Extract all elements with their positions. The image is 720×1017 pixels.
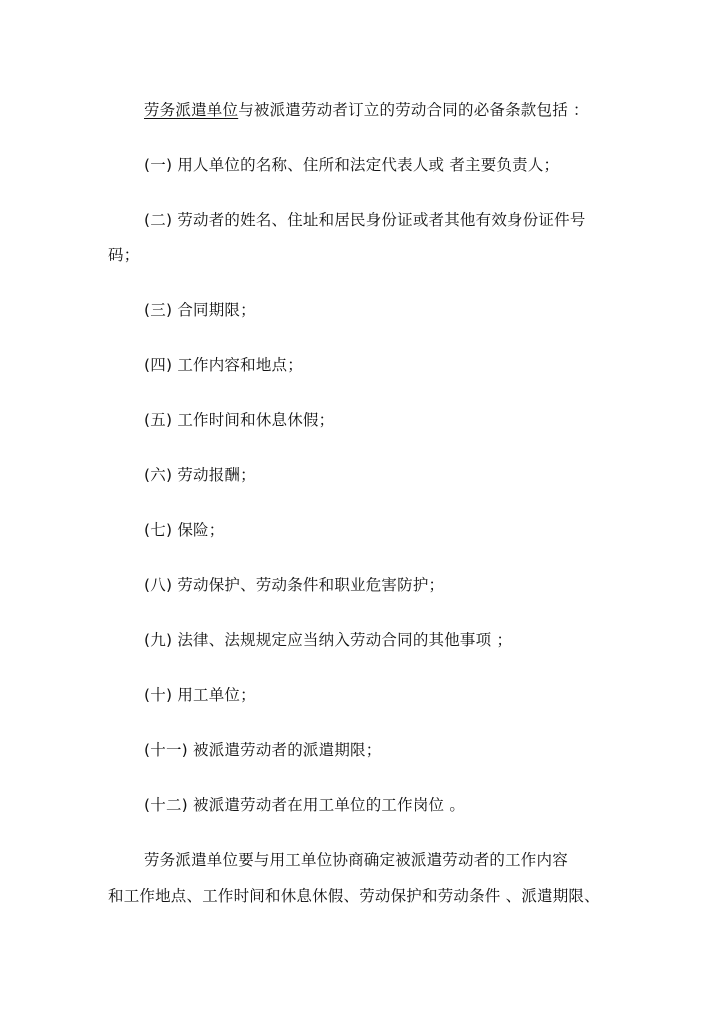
intro-underlined-term: 劳务派遣单位 xyxy=(144,101,239,119)
intro-text: 与被派遣劳动者订立的劳动合同的必备条款包括 ： xyxy=(238,101,589,119)
clause-item-12: (十二) 被派遣劳动者在用工单位的工作岗位 。 xyxy=(144,796,466,814)
closing-paragraph-line-1: 劳务派遣单位要与用工单位协商确定被派遣劳动者的工作内容 xyxy=(144,851,568,869)
clause-item-2-continuation: 码； xyxy=(108,246,140,264)
clause-item-10: (十) 用工单位； xyxy=(144,686,256,704)
clause-item-2: (二) 劳动者的姓名、住址和居民身份证或者其他有效身份证件号 xyxy=(144,211,586,229)
clause-item-9: (九) 法律、法规规定应当纳入劳动合同的其他事项 ； xyxy=(144,631,513,649)
intro-paragraph xyxy=(144,100,589,120)
clause-item-3: (三) 合同期限； xyxy=(144,301,256,319)
clause-item-8: (八) 劳动保护、劳动条件和职业危害防护； xyxy=(144,576,445,594)
clause-item-4: (四) 工作内容和地点； xyxy=(144,356,303,374)
clause-item-6: (六) 劳动报酬； xyxy=(144,466,256,484)
clause-item-7: (七) 保险； xyxy=(144,521,225,539)
clause-item-1: (一) 用人单位的名称、住所和法定代表人或 者主要负责人； xyxy=(144,156,560,174)
clause-item-11: (十一) 被派遣劳动者的派遣期限； xyxy=(144,741,382,759)
clause-item-5: (五) 工作时间和休息休假； xyxy=(144,411,335,429)
closing-paragraph-line-2: 和工作地点、工作时间和休息休假、劳动保护和劳动条件 、派遣期限、 xyxy=(108,887,600,905)
